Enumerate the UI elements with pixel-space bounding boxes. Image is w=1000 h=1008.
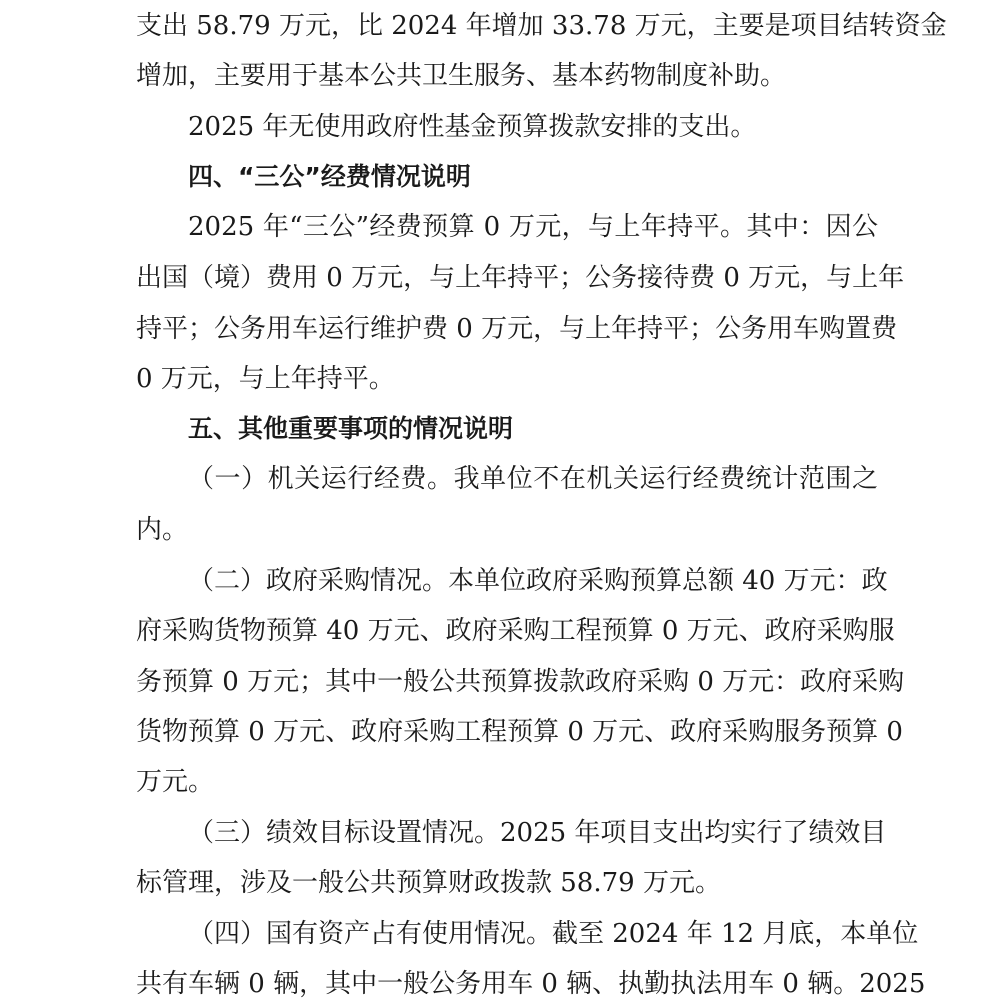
- paragraph-line: （四）国有资产占有使用情况。截至 2024 年 12 月底，本单位: [188, 919, 919, 949]
- paragraph-line: 万元。: [136, 767, 215, 797]
- paragraph-line: 支出 58.79 万元，比 2024 年增加 33.78 万元，主要是项目结转资金: [136, 11, 947, 41]
- paragraph-line: 货物预算 0 万元、政府采购工程预算 0 万元、政府采购服务预算 0: [136, 717, 903, 747]
- section-heading: 四、“三公”经费情况说明: [188, 162, 471, 191]
- paragraph-line: 共有车辆 0 辆，其中一般公务用车 0 辆、执勤执法用车 0 辆。2025: [136, 969, 926, 999]
- paragraph-line: 持平；公务用车运行维护费 0 万元，与上年持平；公务用车购置费: [136, 314, 898, 344]
- paragraph-line: 标管理，涉及一般公共预算财政拨款 58.79 万元。: [136, 868, 721, 898]
- section-heading: 五、其他重要事项的情况说明: [188, 414, 514, 443]
- paragraph-line: 出国（境）费用 0 万元，与上年持平；公务接待费 0 万元，与上年: [136, 263, 905, 293]
- paragraph-line: （二）政府采购情况。本单位政府采购预算总额 40 万元：政: [188, 566, 888, 596]
- paragraph-line: 内。: [136, 515, 189, 545]
- paragraph-line: （一）机关运行经费。我单位不在机关运行经费统计范围之: [188, 464, 878, 494]
- paragraph-line: 府采购货物预算 40 万元、政府采购工程预算 0 万元、政府采购服: [136, 616, 895, 646]
- paragraph-line: 2025 年“三公”经费预算 0 万元，与上年持平。其中：因公: [188, 212, 878, 242]
- paragraph-line: 增加，主要用于基本公共卫生服务、基本药物制度补助。: [136, 61, 787, 91]
- paragraph-line: 0 万元，与上年持平。: [136, 364, 395, 394]
- paragraph-line: 务预算 0 万元；其中一般公共预算拨款政府采购 0 万元：政府采购: [136, 667, 905, 697]
- paragraph-line: （三）绩效目标设置情况。2025 年项目支出均实行了绩效目: [188, 818, 887, 848]
- paragraph-line: 2025 年无使用政府性基金预算拨款安排的支出。: [188, 112, 757, 142]
